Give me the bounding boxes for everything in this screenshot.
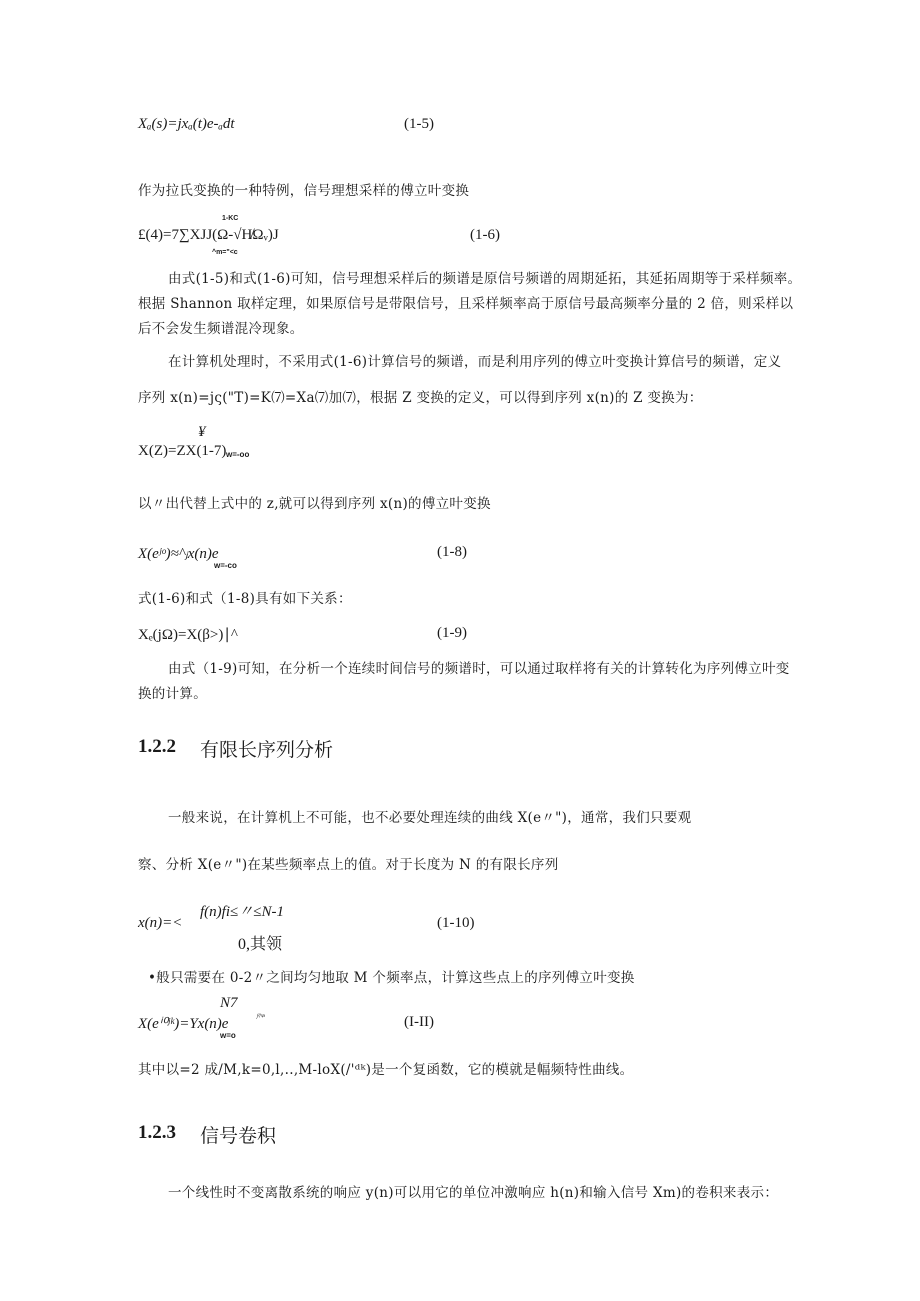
equation-subscript: w=-co	[214, 561, 237, 570]
paragraph-line: 根据 Shannon 取样定理，如果原信号是带限信号，且采样频率高于原信号最高频率分量的 2 倍，则采样以	[138, 296, 794, 312]
equation-superscript: 1-KC	[222, 215, 239, 222]
paragraph: •般只需要在 0-2〃之间均匀地取 M 个频率点，计算这些点上的序列傅立叶变换	[148, 970, 635, 986]
equation-number: (I-II)	[404, 1014, 434, 1030]
equation-1-5: Xₐ(s)=jxₐ(t)e-ₐdt	[138, 116, 235, 132]
section-title: 有限长序列分析	[200, 739, 334, 761]
equation-1-9: Xₑ(jΩ)=X(β>)∣^	[138, 627, 238, 643]
paragraph-line: 换的计算。	[138, 686, 207, 702]
equation-subscript: w=-oo	[226, 450, 250, 459]
equation-number: (1-8)	[437, 544, 467, 560]
section-number: 1.2.3	[138, 1122, 176, 1143]
equation-number: (1-10)	[437, 915, 475, 931]
equation-exponent: ⁱ⁄^ⁿ	[256, 1012, 265, 1021]
equation-subscript: w=o	[220, 1031, 236, 1040]
equation-superscript: N7	[220, 995, 238, 1011]
equation-symbol: ¥	[198, 424, 206, 440]
equation-number: (1-6)	[470, 227, 500, 243]
paragraph-line: 在计算机处理时，不采用式(1-6)计算信号的频谱，而是利用序列的傅立叶变换计算信号的频谱，定义	[168, 354, 782, 370]
equation-1-7: X(Z)=ZX(1-7)	[138, 443, 227, 459]
equation-1-8: X(eʲᵒ)≈^ⱼx(n)e	[138, 546, 219, 562]
paragraph: 其中以=2 成/M,k=0,l,..,M-loX(/'ᵈᵏ)是一个复函数，它的模就是幅频特性曲线。	[138, 1062, 634, 1078]
section-number: 1.2.2	[138, 736, 176, 757]
equation-1-6: £(4)=7∑XJJ(Ω-√H̸Ωᵥ)J	[138, 227, 279, 243]
paragraph: 作为拉氏变换的一种特例，信号理想采样的傅立叶变换	[138, 183, 470, 199]
equation-1-11: X(eⁱ⁰ʲᵏ)=Yx(n)e	[138, 1016, 229, 1032]
equation-case-line: 0,其领	[238, 936, 283, 953]
paragraph: 式(1-6)和式（1-8)具有如下关系：	[138, 591, 352, 607]
paragraph: 一个线性时不变离散系统的响应 y(n)可以用它的单位冲激响应 h(n)和输入信号 Xm)的卷积来表示：	[168, 1185, 779, 1201]
paragraph-line: 后不会发生频谱混冷现象。	[138, 321, 304, 337]
paragraph-line: 序列 x(n)=jς("T)=K⑺=Xa⑺加⑺，根据 Z 变换的定义，可以得到序列 x(n)的 Z 变换为：	[138, 390, 703, 406]
equation-1-10: x(n)=<	[138, 915, 183, 931]
section-title: 信号卷积	[200, 1125, 277, 1147]
equation-subscript: ^m="<c	[212, 249, 238, 256]
paragraph: 以〃出代替上式中的 z,就可以得到序列 x(n)的傅立叶变换	[138, 496, 491, 512]
paragraph-line: 由式(1-5)和式(1-6)可知，信号理想采样后的频谱是原信号频谱的周期延拓，其延拓周期等于采样频率。	[168, 271, 802, 287]
paragraph-line: 一般来说，在计算机上不可能，也不必要处理连续的曲线 X(e〃")，通常，我们只要观	[168, 810, 692, 826]
equation-number: (1-9)	[437, 625, 467, 641]
equation-case-line: f(n)fi≤〃≤N-1	[200, 904, 284, 920]
paragraph-line: 由式（1-9)可知，在分析一个连续时间信号的频谱时，可以通过取样将有关的计算转化为序列傅立叶变	[168, 661, 790, 677]
paragraph-line: 察、分析 X(e〃")在某些频率点上的值。对于长度为 N 的有限长序列	[138, 857, 559, 873]
equation-number: (1-5)	[404, 116, 434, 132]
